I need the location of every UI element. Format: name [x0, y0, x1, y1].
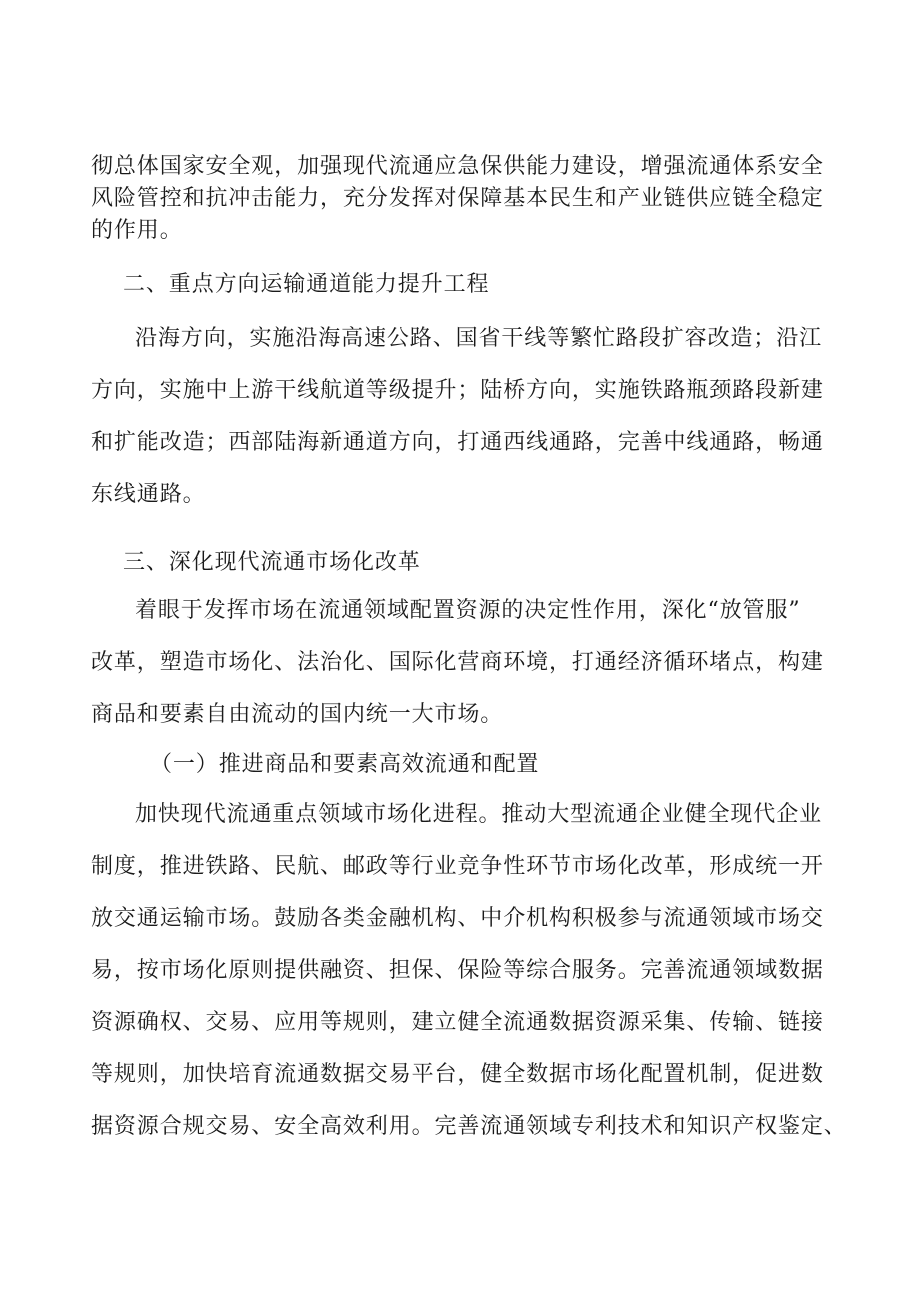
- text-line: 方向，实施中上游干线航道等级提升；陆桥方向，实施铁路瓶颈路段新建: [91, 378, 824, 403]
- text-line: 彻总体国家安全观，加强现代流通应急保供能力建设，增强流通体系安全: [91, 154, 824, 179]
- text-line: 的作用。: [91, 218, 183, 243]
- text-line: 放交通运输市场。鼓励各类金融机构、中介机构积极参与流通领域市场交: [91, 906, 824, 931]
- text-line: 据资源合规交易、安全高效利用。完善流通领域专利技术和知识产权鉴定、: [91, 1114, 847, 1139]
- text-line: 资源确权、交易、应用等规则，建立健全流通数据资源采集、传输、链接: [91, 1010, 824, 1035]
- text-line: 和扩能改造；西部陆海新通道方向，打通西线通路，完善中线通路，畅通: [91, 430, 824, 455]
- text-line: 沿海方向，实施沿海高速公路、国省干线等繁忙路段扩容改造；沿江: [135, 326, 823, 351]
- text-line: 制度，推进铁路、民航、邮政等行业竞争性环节市场化改革，形成统一开: [91, 854, 824, 879]
- text-line: 着眼于发挥市场在流通领域配置资源的决定性作用，深化“放管服”: [135, 598, 801, 623]
- subsection-heading: （一）推进商品和要素高效流通和配置: [150, 752, 540, 777]
- text-line: 等规则，加快培育流通数据交易平台，健全数据市场化配置机制，促进数: [91, 1062, 824, 1087]
- section-heading: 二、重点方向运输通道能力提升工程: [123, 272, 490, 297]
- section-heading: 三、深化现代流通市场化改革: [123, 550, 421, 575]
- text-line: 改革，塑造市场化、法治化、国际化营商环境，打通经济循环堵点，构建: [91, 650, 824, 675]
- text-line: 商品和要素自由流动的国内统一大市场。: [91, 702, 504, 727]
- text-line: 东线通路。: [91, 482, 206, 507]
- text-line: 加快现代流通重点领域市场化进程。推动大型流通企业健全现代企业: [135, 802, 823, 827]
- text-line: 易，按市场化原则提供融资、担保、保险等综合服务。完善流通领域数据: [91, 958, 824, 983]
- text-line: 风险管控和抗冲击能力，充分发挥对保障基本民生和产业链供应链全稳定: [91, 186, 824, 211]
